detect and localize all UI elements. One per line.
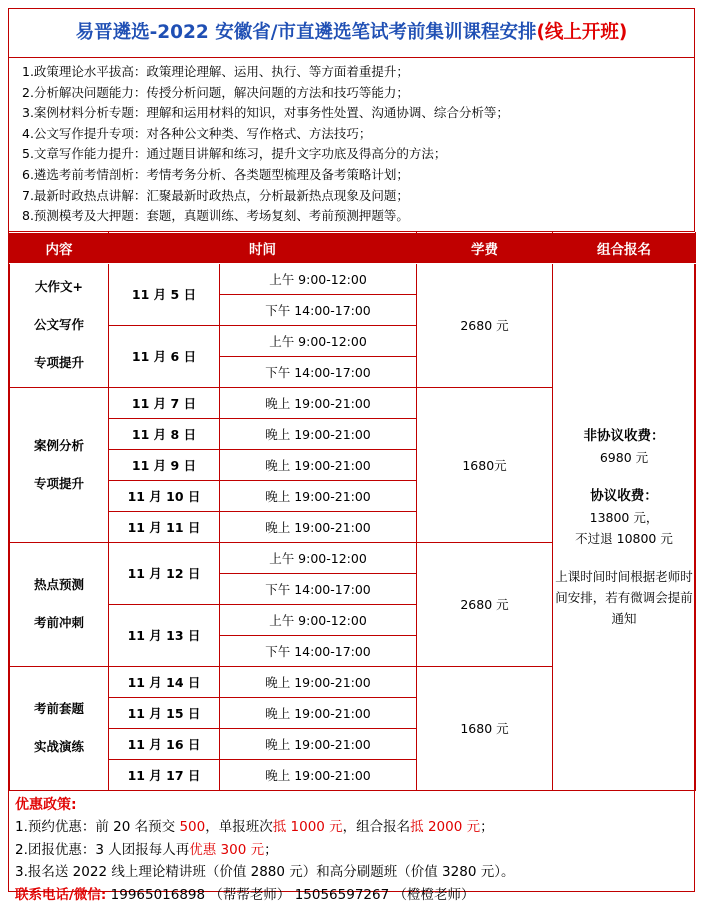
schedule-note: 上课时间时间根据老师时间安排，若有微调会提前通知 bbox=[555, 568, 693, 626]
policy-item-1: 1.预约优惠：前 20 名预交 500，单报班次抵 1000 元，组合报名抵 2000 元； bbox=[15, 819, 494, 836]
date-cell: 11 月 10 日 bbox=[109, 480, 220, 511]
policy-item-2: 2.团报优惠：3 人团报每人再优惠 300 元； bbox=[15, 841, 278, 858]
header-time: 时间 bbox=[109, 232, 417, 263]
group-enroll-cell bbox=[553, 263, 696, 790]
date-cell: 11 月 17 日 bbox=[109, 759, 220, 790]
time-slot: 上午 9:00-12:00 bbox=[220, 604, 417, 635]
title-highlight: (线上开班) bbox=[536, 22, 628, 43]
intro-item: 3.案例材料分析专题：理解和运用材料的知识，对事务性处置、沟通协调、综合分析等； bbox=[22, 105, 509, 121]
date-cell: 11 月 15 日 bbox=[109, 697, 220, 728]
agreement-refund: 不过退 10800 元 bbox=[575, 530, 673, 546]
date-cell: 11 月 14 日 bbox=[109, 666, 220, 697]
policy-heading: 优惠政策: bbox=[15, 796, 77, 813]
agreement-price: 13800 元， bbox=[589, 509, 659, 525]
time-slot: 下午 14:00-17:00 bbox=[220, 635, 417, 666]
time-slot: 下午 14:00-17:00 bbox=[220, 573, 417, 604]
header-fee: 学费 bbox=[417, 232, 553, 263]
time-slot: 晚上 19:00-21:00 bbox=[220, 449, 417, 480]
time-slot: 上午 9:00-12:00 bbox=[220, 542, 417, 573]
table-row bbox=[10, 263, 696, 294]
date-cell: 11 月 8 日 bbox=[109, 418, 220, 449]
intro-item: 7.最新时政热点讲解：汇聚最新时政热点，分析最新热点现象及问题； bbox=[22, 187, 409, 203]
time-slot: 晚上 19:00-21:00 bbox=[220, 480, 417, 511]
time-slot: 上午 9:00-12:00 bbox=[220, 263, 417, 294]
title-main: 易晋遴选-2022 安徽省/市直遴选笔试考前集训课程安排 bbox=[75, 22, 537, 43]
agreement-label: 协议收费： bbox=[590, 487, 658, 504]
time-slot: 晚上 19:00-21:00 bbox=[220, 418, 417, 449]
date-cell: 11 月 5 日 bbox=[109, 263, 220, 325]
date-cell: 11 月 12 日 bbox=[109, 542, 220, 604]
header-group: 组合报名 bbox=[553, 232, 696, 263]
section-content: 热点预测 考前冲刺 bbox=[10, 542, 109, 666]
date-cell: 11 月 11 日 bbox=[109, 511, 220, 542]
discount-policy bbox=[9, 791, 694, 906]
intro-item: 5.文章写作能力提升：通过题目讲解和练习，提升文字功底及得高分的方法； bbox=[22, 146, 447, 162]
date-cell: 11 月 6 日 bbox=[109, 325, 220, 387]
table-header-row bbox=[10, 232, 696, 263]
time-slot: 晚上 19:00-21:00 bbox=[220, 697, 417, 728]
section-content: 大作文+ 公文写作 专项提升 bbox=[10, 263, 109, 387]
course-intro-list bbox=[9, 58, 694, 232]
header-content: 内容 bbox=[10, 232, 109, 263]
time-slot: 上午 9:00-12:00 bbox=[220, 325, 417, 356]
date-cell: 11 月 13 日 bbox=[109, 604, 220, 666]
date-cell: 11 月 16 日 bbox=[109, 728, 220, 759]
intro-item: 4.公文写作提升专项：对各种公文种类、写作格式、方法技巧； bbox=[22, 125, 372, 141]
time-slot: 下午 14:00-17:00 bbox=[220, 356, 417, 387]
intro-item: 6.遴选考前考情剖析：考情考务分析、各类题型梳理及备考策略计划； bbox=[22, 166, 409, 182]
intro-item: 1.政策理论水平拔高：政策理论理解、运用、执行、等方面着重提升； bbox=[22, 64, 409, 79]
fee-cell: 1680元 bbox=[417, 387, 553, 542]
schedule-table bbox=[9, 232, 696, 791]
time-slot: 晚上 19:00-21:00 bbox=[220, 759, 417, 790]
time-slot: 晚上 19:00-21:00 bbox=[220, 666, 417, 697]
non-agreement-price: 6980 元 bbox=[599, 449, 649, 465]
date-cell: 11 月 7 日 bbox=[109, 387, 220, 418]
fee-cell: 2680 元 bbox=[417, 263, 553, 387]
contact-text: 19965016898 （帮帮老师） 15056597267 （橙橙老师） bbox=[106, 886, 475, 903]
time-slot: 晚上 19:00-21:00 bbox=[220, 511, 417, 542]
non-agreement-label: 非协议收费： bbox=[583, 427, 665, 444]
fee-cell: 2680 元 bbox=[417, 542, 553, 666]
intro-item: 2.分析解决问题能力：传授分析问题，解决问题的方法和技巧等能力； bbox=[22, 84, 409, 100]
page-title bbox=[9, 9, 694, 58]
section-content: 案例分析 专项提升 bbox=[10, 387, 109, 542]
section-content: 考前套题 实战演练 bbox=[10, 666, 109, 790]
contact-line bbox=[15, 884, 694, 906]
course-schedule-sheet bbox=[8, 8, 695, 903]
time-slot: 晚上 19:00-21:00 bbox=[220, 387, 417, 418]
policy-item-3: 3.报名送 2022 线上理论精讲班（价值 2880 元）和高分刷题班（价值 3280 元）。 bbox=[15, 864, 515, 881]
time-slot: 下午 14:00-17:00 bbox=[220, 294, 417, 325]
intro-item: 8.预测模考及大押题：套题，真题训练、考场复刻、考前预测押题等。 bbox=[22, 208, 409, 224]
time-slot: 晚上 19:00-21:00 bbox=[220, 728, 417, 759]
contact-label: 联系电话/微信: bbox=[15, 886, 107, 903]
date-cell: 11 月 9 日 bbox=[109, 449, 220, 480]
fee-cell: 1680 元 bbox=[417, 666, 553, 790]
